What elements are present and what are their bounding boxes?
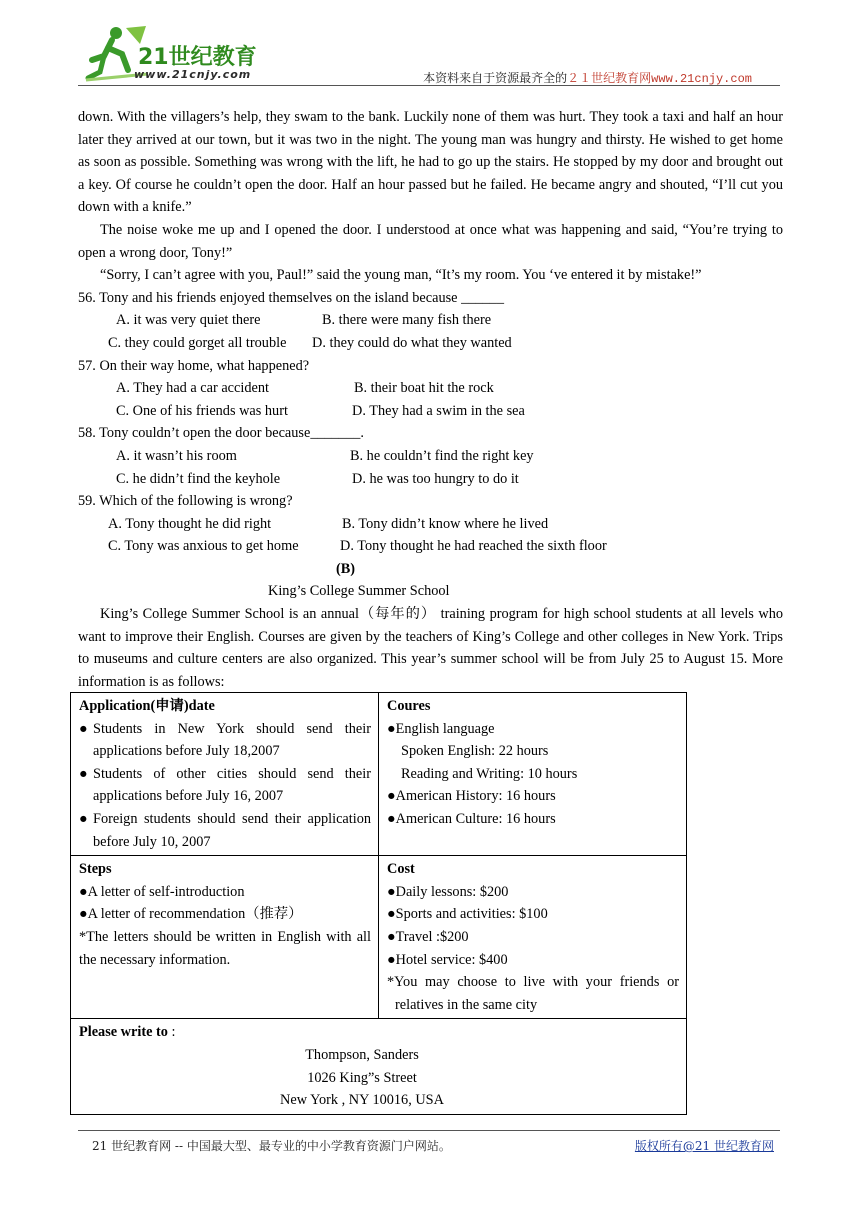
option-a: A. They had a car accident — [116, 380, 269, 397]
table-row — [71, 1019, 687, 1114]
option-c: C. he didn’t find the keyhole — [116, 470, 281, 487]
summer-school-info-table — [70, 692, 687, 1115]
header-site-url[interactable]: www.21cnjy.com — [651, 72, 752, 86]
question-stem: 59. Which of the following is wrong? — [78, 493, 293, 510]
logo-title: 21世纪教育 — [138, 45, 257, 70]
options-row — [78, 468, 783, 491]
course-item: English language — [395, 720, 495, 737]
cost-item: Travel :$200 — [395, 928, 469, 945]
list-item — [387, 926, 679, 949]
list-item — [79, 718, 371, 763]
address-colon: : — [167, 1024, 176, 1041]
table-row — [71, 856, 687, 1019]
list-item — [79, 881, 371, 904]
passage-paragraph: “Sorry, I can’t agree with you, Paul!” said the young man, “It’s my room. You ‘ve entered it by mistake!” — [100, 267, 702, 284]
course-item: American Culture: 16 hours — [395, 810, 556, 827]
address-cell — [71, 1019, 687, 1114]
section-title: King’s College Summer School — [268, 583, 450, 600]
list-item — [387, 903, 679, 926]
bullet-icon: ● — [79, 883, 88, 900]
section-label: (B) — [336, 560, 356, 577]
header-note — [423, 69, 752, 86]
option-d: D. he was too hungry to do it — [352, 470, 519, 487]
steps-cell — [71, 856, 379, 1019]
document-body — [78, 106, 783, 693]
bullet-icon: ● — [79, 720, 88, 737]
bullet-icon: ● — [79, 906, 88, 923]
table-row — [71, 693, 687, 856]
options-row — [78, 377, 783, 400]
header-note-prefix: 本资料来自于资源最齐全的 — [423, 71, 568, 85]
course-subitem: Spoken English: 22 hours — [401, 743, 549, 760]
options-row — [78, 332, 783, 355]
application-item: Students of other cities should send their applications before July 16, 2007 — [93, 765, 371, 805]
list-item — [79, 808, 371, 853]
list-item — [387, 949, 679, 972]
option-a: A. Tony thought he did right — [108, 515, 272, 532]
option-a: A. it wasn’t his room — [116, 447, 237, 464]
step-item: A letter of recommendation（推荐） — [87, 906, 303, 923]
address-line: 1026 King”s Street — [307, 1069, 417, 1086]
option-c: C. they could gorget all trouble — [108, 334, 287, 351]
courses-cell — [379, 693, 687, 856]
header-divider — [78, 85, 780, 86]
step-item: A letter of self-introduction — [87, 883, 245, 900]
list-item — [387, 718, 679, 741]
course-subitem: Reading and Writing: 10 hours — [401, 765, 578, 782]
option-b: B. there were many fish there — [322, 312, 492, 329]
bullet-icon: ● — [387, 928, 396, 945]
option-b: B. their boat hit the rock — [354, 380, 494, 397]
options-row — [78, 535, 783, 558]
bullet-icon: ● — [387, 951, 396, 968]
steps-heading: Steps — [79, 861, 112, 878]
application-item: Foreign students should send their application before July 10, 2007 — [93, 810, 371, 850]
cost-note: *You may choose to live with your friends or relatives in the same city — [387, 974, 679, 1013]
header-site-name: ２１世纪教育网 — [567, 71, 652, 85]
address-heading: Please write to — [79, 1024, 168, 1041]
course-item: American History: 16 hours — [395, 788, 556, 805]
option-d: D. They had a swim in the sea — [352, 402, 525, 419]
application-heading: Application(申请)date — [79, 698, 215, 714]
section-intro: King’s College Summer School is an annual（每年的） training program for high school students at all levels who want to improve their English. Courses are given by the teachers of King’s College and other colleges in New York. Trips to museums and culture centers are also organized. This year’s summer school will be from July 25 to August 15. More information is as follows: — [78, 606, 783, 690]
options-row — [78, 400, 783, 423]
question-stem: 56. Tony and his friends enjoyed themselves on the island because ______ — [78, 289, 504, 306]
bullet-icon: ● — [387, 883, 396, 900]
option-b: B. Tony didn’t know where he lived — [342, 515, 549, 532]
option-b: B. he couldn’t find the right key — [350, 447, 534, 464]
question-stem: 58. Tony couldn’t open the door because_______. — [78, 425, 364, 442]
list-item — [79, 903, 371, 926]
list-item — [79, 763, 371, 808]
steps-note: *The letters should be written in English with all the necessary information. — [79, 928, 371, 968]
bullet-icon: ● — [387, 906, 396, 923]
options-row — [78, 445, 783, 468]
option-c: C. One of his friends was hurt — [116, 402, 288, 419]
options-row — [78, 513, 783, 536]
bullet-icon: ● — [79, 810, 88, 827]
option-c: C. Tony was anxious to get home — [108, 538, 299, 555]
bullet-icon: ● — [387, 810, 396, 827]
list-item — [387, 785, 679, 808]
copyright-link[interactable]: 版权所有@21 世纪教育网 — [634, 1139, 774, 1153]
cost-item: Sports and activities: $100 — [395, 906, 548, 923]
site-logo — [82, 24, 282, 86]
question-stem: 57. On their way home, what happened? — [78, 357, 310, 374]
cost-item: Daily lessons: $200 — [395, 883, 509, 900]
list-item — [387, 881, 679, 904]
application-item: Students in New York should send their applications before July 18,2007 — [93, 720, 371, 760]
footer-divider — [78, 1130, 780, 1131]
bullet-icon: ● — [387, 720, 396, 737]
address-line: New York , NY 10016, USA — [280, 1092, 444, 1109]
passage-paragraph: The noise woke me up and I opened the door. I understood at once what was happening and said, “You’re trying to open a wrong door, Tony!” — [78, 221, 783, 261]
option-a: A. it was very quiet there — [116, 312, 261, 329]
option-d: D. Tony thought he had reached the sixth floor — [340, 538, 607, 555]
cost-cell — [379, 856, 687, 1019]
bullet-icon: ● — [79, 765, 88, 782]
logo-url: www.21cnjy.com — [134, 68, 252, 81]
option-d: D. they could do what they wanted — [312, 334, 512, 351]
address-line: Thompson, Sanders — [305, 1046, 419, 1063]
cost-heading: Cost — [387, 861, 415, 878]
footer-note: 21 世纪教育网 -- 中国最大型、最专业的中小学教育资源门户网站。 — [92, 1139, 451, 1153]
courses-heading: Coures — [387, 698, 431, 714]
list-item — [387, 808, 679, 831]
bullet-icon: ● — [387, 788, 396, 805]
options-row — [78, 309, 783, 332]
passage-paragraph: down. With the villagers’s help, they swam to the bank. Luckily none of them was hurt. They took a taxi and half an hour later they arrived at our town, but it was two in the night. The young man was hungry and thirsty. He wished to get home as soon as possible. Something was wrong with the lift, he had to go up the stairs. He stopped by my door and brought out a key. Of course he couldn’t open the door. Half an hour passed but he failed. He became angry and shouted, “I’ll cut you down with a knife.” — [78, 109, 783, 216]
cost-item: Hotel service: $400 — [395, 951, 508, 968]
application-cell — [71, 693, 379, 856]
